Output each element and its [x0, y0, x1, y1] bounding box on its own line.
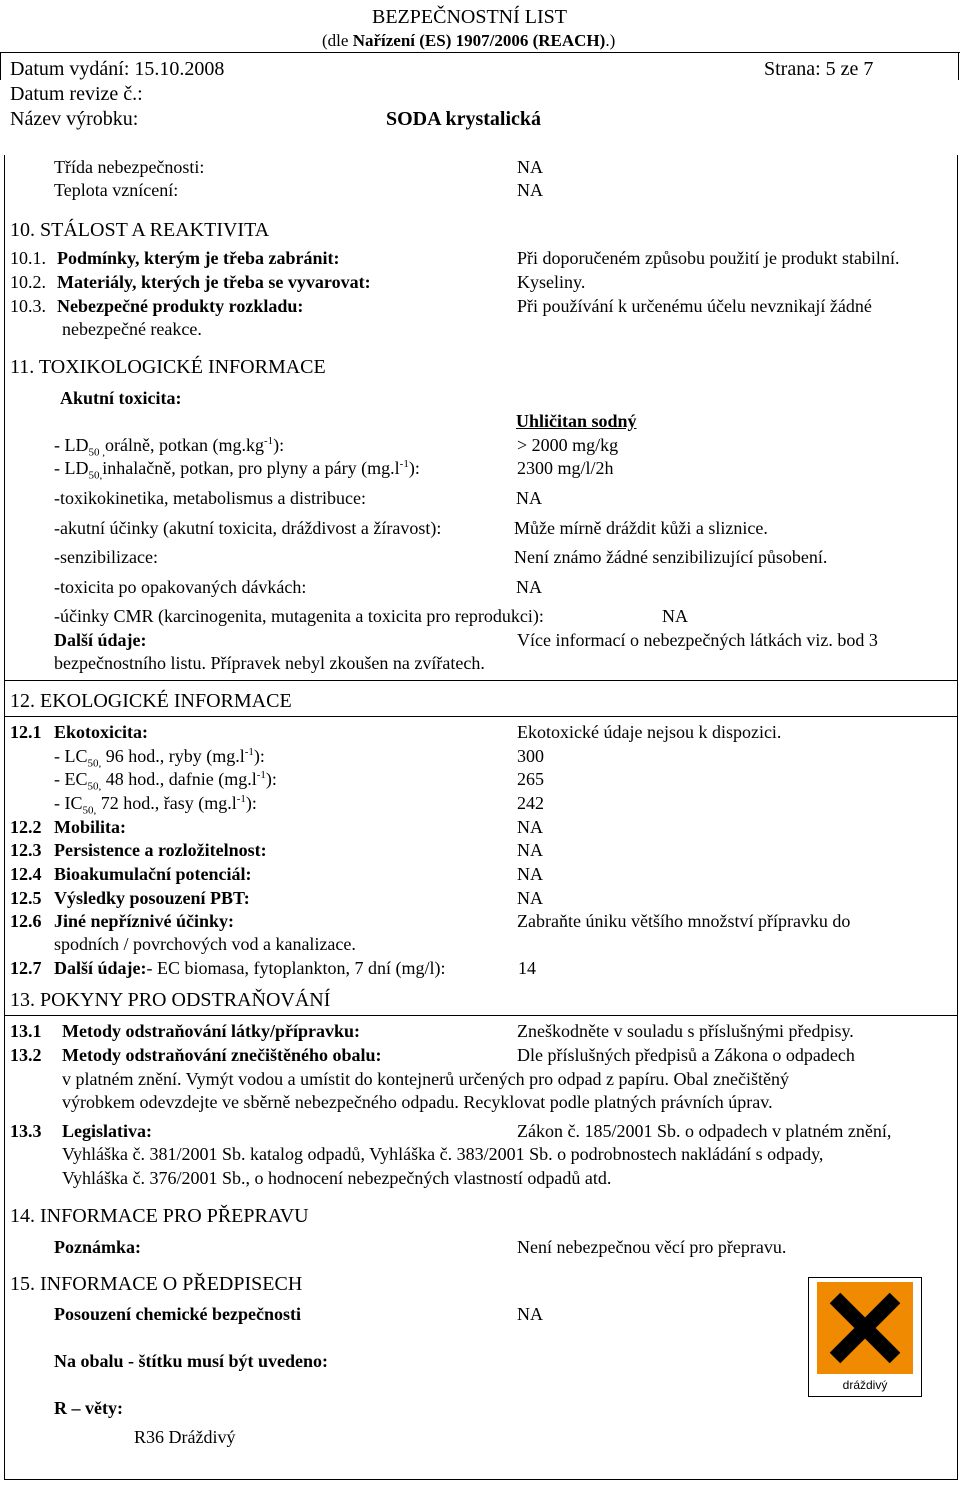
- section-11-title: 11. TOXIKOLOGICKÉ INFORMACE: [10, 356, 326, 378]
- regulation-reference: (dle Nařízení (ES) 1907/2006 (REACH).): [322, 31, 616, 50]
- lc50-label: - $LC_{50,}$ 96 hod., ryby $(mg.l^{-1})$:: [54, 746, 265, 770]
- s12-5-value: NA: [517, 888, 543, 908]
- frame-left-top: [0, 52, 1, 80]
- s12-3-num: 12.3: [10, 840, 42, 860]
- cmr-label: -účinky CMR (karcinogenita, mutagenita a toxicita pro reprodukci):: [54, 606, 544, 626]
- other-data-value: Více informací o nebezpečných látkách viz. bod 3: [517, 630, 878, 650]
- section-13-title: 13. POKYNY PRO ODSTRAŇOVÁNÍ: [10, 989, 331, 1011]
- s10-2-value: Kyseliny.: [517, 272, 586, 292]
- s12-1-label: Ekotoxicita:: [54, 722, 148, 742]
- ld50-oral-value: > 2000 mg/kg: [517, 435, 619, 455]
- s10-1-value: Při doporučeném způsobu použití je produkt stabilní.: [517, 248, 900, 268]
- s13-3-num: 13.3: [10, 1121, 42, 1141]
- acute-effects-label: -akutní účinky (akutní toxicita, dráždivost a žíravost):: [54, 518, 442, 538]
- s13-2-continuation-1: v platném znění. Vymýt vodou a umístit do kontejnerů určených pro odpad z papíru. Obal znečištěný: [62, 1069, 789, 1089]
- s12-1-value: Ekotoxické údaje nejsou k dispozici.: [517, 722, 782, 742]
- irritant-x-icon: [809, 1278, 921, 1396]
- s13-2-value: Dle příslušných předpisů a Zákona o odpadech: [517, 1045, 855, 1065]
- r-phrases-label: R – věty:: [54, 1398, 123, 1418]
- ic50-value: 242: [517, 793, 544, 813]
- sensitization-value: Není známo žádné senzibilizující působení.: [514, 547, 828, 567]
- ld50-inhalation-label: - $LD_{50,}inhalačně$, potkan, pro plyny a páry $(mg.l^{-1})$:: [54, 458, 420, 482]
- hazard-class-value: NA: [517, 157, 543, 177]
- s10-3-continuation: nebezpečné reakce.: [62, 319, 202, 339]
- issue-date: Datum vydání: 15.10.2008: [10, 58, 225, 80]
- s10-1-num: 10.1.: [10, 248, 46, 268]
- s12-4-label: Bioakumulační potenciál:: [54, 864, 252, 884]
- s13-1-label: Metody odstraňování látky/přípravku:: [62, 1021, 361, 1041]
- s12-3-label: Persistence a rozložitelnost:: [54, 840, 267, 860]
- s12-6-label: Jiné nepříznivé účinky:: [54, 911, 235, 931]
- product-name: SODA krystalická: [386, 108, 542, 130]
- hazard-class-label: Třída nebezpečnosti:: [54, 157, 205, 177]
- ignition-label: Teplota vznícení:: [54, 180, 179, 200]
- s12-2-value: NA: [517, 817, 543, 837]
- frame-right-top: [958, 52, 959, 80]
- label-requirements: Na obalu - štítku musí být uvedeno:: [54, 1351, 329, 1371]
- r-phrase-r36: R36 Dráždivý: [134, 1427, 236, 1447]
- product-label: Název výrobku:: [10, 108, 139, 130]
- s12-4-num: 12.4: [10, 864, 42, 884]
- s12-6-num: 12.6: [10, 911, 42, 931]
- section-15-title: 15. INFORMACE O PŘEDPISECH: [10, 1273, 303, 1295]
- s12-5-num: 12.5: [10, 888, 42, 908]
- safety-assessment-value: NA: [517, 1304, 543, 1324]
- section-10-title: 10. STÁLOST A REAKTIVITA: [10, 219, 270, 241]
- s13-1-value: Zneškodněte v souladu s příslušnými předpisy.: [517, 1021, 854, 1041]
- lc50-value: 300: [517, 746, 544, 766]
- s10-2-num: 10.2.: [10, 272, 46, 292]
- s13-1-num: 13.1: [10, 1021, 42, 1041]
- section-14-title: 14. INFORMACE PRO PŘEPRAVU: [10, 1205, 309, 1227]
- ignition-value: NA: [517, 180, 543, 200]
- section-12-title-rule: [4, 716, 958, 717]
- s12-7-num: 12.7: [10, 958, 42, 978]
- s12-7-value: 14: [518, 958, 536, 978]
- s13-3-label: Legislativa:: [62, 1121, 152, 1141]
- other-data-continuation: bezpečnostního listu. Přípravek nebyl zkoušen na zvířatech.: [54, 653, 485, 673]
- s13-2-label: Metody odstraňování znečištěného obalu:: [62, 1045, 382, 1065]
- s10-3-num: 10.3.: [10, 296, 46, 316]
- header-rule: [0, 52, 960, 53]
- transport-note-label: Poznámka:: [54, 1237, 141, 1257]
- acute-effects-value: Může mírně dráždit kůži a sliznice.: [514, 518, 768, 538]
- section-13-title-rule: [4, 1015, 958, 1016]
- frame-left: [4, 155, 5, 1480]
- sensitization-label: -senzibilizace:: [54, 547, 158, 567]
- section-divider-11-12: [4, 680, 958, 681]
- s12-6-continuation: spodních / povrchových vod a kanalizace.: [54, 934, 356, 954]
- s13-2-continuation-2: výrobkem odevzdejte ve sběrně nebezpečného odpadu. Recyklovat podle platných právních úprav.: [62, 1092, 773, 1112]
- cmr-value: NA: [662, 606, 688, 626]
- acute-toxicity-label: Akutní toxicita:: [60, 388, 182, 408]
- transport-note-value: Není nebezpečnou věcí pro přepravu.: [517, 1237, 787, 1257]
- ec50-label: - $EC_{50,}$ 48 hod., dafnie $(mg.l^{-1})$:: [54, 769, 277, 793]
- s12-7-label: Další údaje:- EC biomasa, fytoplankton, 7 dní (mg/l):: [54, 958, 446, 978]
- s12-4-value: NA: [517, 864, 543, 884]
- s13-3-continuation-2: Vyhláška č. 376/2001 Sb., o hodnocení nebezpečných vlastností odpadů atd.: [62, 1168, 612, 1188]
- ic50-label: - $IC_{50,}$ 72 hod., řasy $(mg.l^{-1})$:: [54, 793, 257, 817]
- s10-3-value: Při používání k určenému účelu nevznikají žádné: [517, 296, 872, 316]
- s10-1-label: Podmínky, kterým je třeba zabránit:: [57, 248, 340, 268]
- s12-6-value: Zabraňte úniku většího množství přípravku do: [517, 911, 851, 931]
- s12-2-num: 12.2: [10, 817, 42, 837]
- section-12-title: 12. EKOLOGICKÉ INFORMACE: [10, 690, 292, 712]
- toxikokinetika-label: -toxikokinetika, metabolismus a distribuce:: [54, 488, 366, 508]
- s13-3-continuation-1: Vyhláška č. 381/2001 Sb. katalog odpadů, Vyhláška č. 383/2001 Sb. o podrobnostech nakládání s odpady,: [62, 1144, 824, 1164]
- page-number: Strana: 5 ze 7: [764, 58, 874, 80]
- s12-2-label: Mobilita:: [54, 817, 126, 837]
- ld50-inhalation-value: 2300 mg/l/2h: [517, 458, 614, 478]
- frame-right: [957, 155, 958, 1480]
- document-title: BEZPEČNOSTNÍ LIST: [372, 6, 567, 28]
- revision-date: Datum revize č.:: [10, 83, 143, 105]
- s10-2-label: Materiály, kterých je třeba se vyvarovat:: [57, 272, 371, 292]
- safety-assessment-label: Posouzení chemické bezpečnosti: [54, 1304, 301, 1324]
- repeated-dose-value: NA: [516, 577, 542, 597]
- s12-5-label: Výsledky posouzení PBT:: [54, 888, 250, 908]
- s12-3-value: NA: [517, 840, 543, 860]
- ec50-value: 265: [517, 769, 544, 789]
- substance-heading: Uhličitan sodný: [516, 411, 637, 431]
- ld50-oral-label: - $LD_{50 ,}orá\ln ě$, potkan $(mg.kg^{-1})$:: [54, 435, 285, 459]
- s12-1-num: 12.1: [10, 722, 42, 742]
- irritant-pictogram: [808, 1277, 922, 1397]
- s13-3-value: Zákon č. 185/2001 Sb. o odpadech v platném znění,: [517, 1121, 892, 1141]
- toxikokinetika-value: NA: [516, 488, 542, 508]
- s10-3-label: Nebezpečné produkty rozkladu:: [57, 296, 304, 316]
- s13-2-num: 13.2: [10, 1045, 42, 1065]
- pictogram-caption: dráždivý: [842, 1378, 888, 1392]
- repeated-dose-label: -toxicita po opakovaných dávkách:: [54, 577, 307, 597]
- other-data-label: Další údaje:: [54, 630, 147, 650]
- page-bottom-rule: [4, 1479, 958, 1480]
